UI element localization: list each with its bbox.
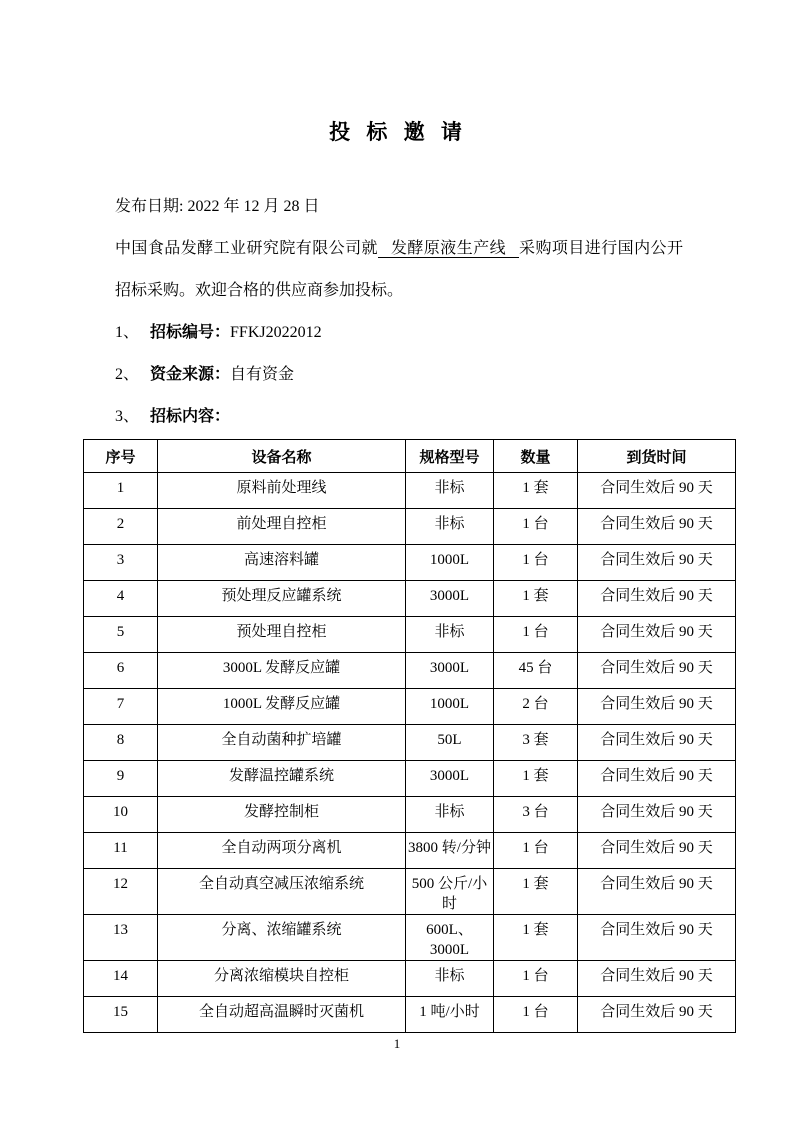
table-cell: 1 台 bbox=[494, 997, 578, 1033]
table-cell: 高速溶料罐 bbox=[158, 545, 406, 581]
table-row bbox=[84, 961, 736, 997]
table-cell: 前处理自控柜 bbox=[158, 509, 406, 545]
table-cell: 非标 bbox=[406, 797, 494, 833]
table-cell: 500 公斤/小时 bbox=[406, 869, 494, 915]
table-row bbox=[84, 617, 736, 653]
table-cell: 1 吨/小时 bbox=[406, 997, 494, 1033]
table-cell: 1 台 bbox=[494, 509, 578, 545]
table-row bbox=[84, 473, 736, 509]
table-cell: 6 bbox=[84, 653, 158, 689]
table-cell: 1 套 bbox=[494, 915, 578, 961]
table-cell: 50L bbox=[406, 725, 494, 761]
table-cell: 合同生效后 90 天 bbox=[578, 833, 736, 869]
table-row bbox=[84, 997, 736, 1033]
equipment-table bbox=[83, 439, 736, 1033]
table-cell: 15 bbox=[84, 997, 158, 1033]
table-cell: 11 bbox=[84, 833, 158, 869]
table-cell: 14 bbox=[84, 961, 158, 997]
item-number: 2、 bbox=[115, 366, 140, 383]
table-cell: 合同生效后 90 天 bbox=[578, 997, 736, 1033]
column-header: 到货时间 bbox=[578, 440, 736, 473]
table-row bbox=[84, 833, 736, 869]
document-body bbox=[115, 186, 683, 438]
item-number: 1、 bbox=[115, 324, 140, 341]
table-cell: 合同生效后 90 天 bbox=[578, 869, 736, 915]
list-item-bid-content bbox=[115, 396, 683, 438]
table-cell: 合同生效后 90 天 bbox=[578, 689, 736, 725]
table-row bbox=[84, 581, 736, 617]
table-cell: 非标 bbox=[406, 509, 494, 545]
table-row bbox=[84, 653, 736, 689]
table-cell: 预处理自控柜 bbox=[158, 617, 406, 653]
table-cell: 合同生效后 90 天 bbox=[578, 915, 736, 961]
table-cell: 1 台 bbox=[494, 545, 578, 581]
item-value: 自有资金 bbox=[230, 366, 295, 383]
table-cell: 3 台 bbox=[494, 797, 578, 833]
table-row bbox=[84, 915, 736, 961]
column-header: 序号 bbox=[84, 440, 158, 473]
table-row bbox=[84, 689, 736, 725]
intro-text-after: 采购项目进行国内公开招标采购。欢迎合格的供应商参加投标。 bbox=[115, 240, 683, 299]
item-value: FFKJ2022012 bbox=[230, 324, 322, 341]
list-item-bid-number bbox=[115, 312, 683, 354]
table-cell: 600L、3000L bbox=[406, 915, 494, 961]
table-cell: 合同生效后 90 天 bbox=[578, 473, 736, 509]
table-cell: 3000L bbox=[406, 653, 494, 689]
item-number: 3、 bbox=[115, 408, 140, 425]
table-row bbox=[84, 725, 736, 761]
table-cell: 1 bbox=[84, 473, 158, 509]
item-label: 招标编号： bbox=[150, 324, 231, 341]
table-cell: 合同生效后 90 天 bbox=[578, 509, 736, 545]
page-number: 1 bbox=[393, 1036, 401, 1051]
table-cell: 合同生效后 90 天 bbox=[578, 545, 736, 581]
table-cell: 非标 bbox=[406, 473, 494, 509]
table-cell: 9 bbox=[84, 761, 158, 797]
table-cell: 3000L 发酵反应罐 bbox=[158, 653, 406, 689]
table-cell: 12 bbox=[84, 869, 158, 915]
table-cell: 分离、浓缩罐系统 bbox=[158, 915, 406, 961]
table-cell: 合同生效后 90 天 bbox=[578, 797, 736, 833]
table-cell: 3 套 bbox=[494, 725, 578, 761]
table-cell: 2 bbox=[84, 509, 158, 545]
table-row bbox=[84, 797, 736, 833]
table-cell: 发酵控制柜 bbox=[158, 797, 406, 833]
table-cell: 合同生效后 90 天 bbox=[578, 761, 736, 797]
table-cell: 合同生效后 90 天 bbox=[578, 581, 736, 617]
table-cell: 1 套 bbox=[494, 473, 578, 509]
list-item-funding-source bbox=[115, 354, 683, 396]
project-name-underlined: 发酵原液生产线 bbox=[378, 240, 519, 258]
table-cell: 合同生效后 90 天 bbox=[578, 617, 736, 653]
table-cell: 7 bbox=[84, 689, 158, 725]
table-cell: 2 台 bbox=[494, 689, 578, 725]
table-cell: 1000L bbox=[406, 545, 494, 581]
column-header: 设备名称 bbox=[158, 440, 406, 473]
table-cell: 1 套 bbox=[494, 869, 578, 915]
table-cell: 预处理反应罐系统 bbox=[158, 581, 406, 617]
table-cell: 全自动菌种扩培罐 bbox=[158, 725, 406, 761]
column-header: 规格型号 bbox=[406, 440, 494, 473]
table-cell: 3000L bbox=[406, 761, 494, 797]
table-cell: 1 台 bbox=[494, 833, 578, 869]
table-cell: 1 台 bbox=[494, 617, 578, 653]
table-cell: 13 bbox=[84, 915, 158, 961]
table-cell: 8 bbox=[84, 725, 158, 761]
table-header-row bbox=[84, 440, 736, 473]
item-label: 资金来源： bbox=[150, 366, 231, 383]
table-cell: 1000L bbox=[406, 689, 494, 725]
intro-paragraph bbox=[115, 228, 683, 312]
table-cell: 发酵温控罐系统 bbox=[158, 761, 406, 797]
table-cell: 分离浓缩模块自控柜 bbox=[158, 961, 406, 997]
table-cell: 全自动两项分离机 bbox=[158, 833, 406, 869]
table-cell: 4 bbox=[84, 581, 158, 617]
table-cell: 1000L 发酵反应罐 bbox=[158, 689, 406, 725]
table-cell: 3000L bbox=[406, 581, 494, 617]
table-row bbox=[84, 869, 736, 915]
column-header: 数量 bbox=[494, 440, 578, 473]
table-row bbox=[84, 761, 736, 797]
table-cell: 非标 bbox=[406, 617, 494, 653]
table-cell: 合同生效后 90 天 bbox=[578, 961, 736, 997]
table-cell: 1 台 bbox=[494, 961, 578, 997]
table-cell: 1 套 bbox=[494, 581, 578, 617]
table-row bbox=[84, 509, 736, 545]
item-label: 招标内容： bbox=[150, 408, 231, 425]
table-cell: 全自动超高温瞬时灭菌机 bbox=[158, 997, 406, 1033]
intro-text-before: 中国食品发酵工业研究院有限公司就 bbox=[115, 240, 378, 257]
table-cell: 10 bbox=[84, 797, 158, 833]
table-cell: 3800 转/分钟 bbox=[406, 833, 494, 869]
document-title: 投 标 邀 请 bbox=[329, 120, 465, 144]
table-cell: 原料前处理线 bbox=[158, 473, 406, 509]
table-cell: 45 台 bbox=[494, 653, 578, 689]
publish-date-line: 发布日期: 2022 年 12 月 28 日 bbox=[115, 198, 320, 215]
table-cell: 合同生效后 90 天 bbox=[578, 653, 736, 689]
table-cell: 3 bbox=[84, 545, 158, 581]
table-cell: 5 bbox=[84, 617, 158, 653]
table-row bbox=[84, 545, 736, 581]
table-cell: 合同生效后 90 天 bbox=[578, 725, 736, 761]
table-cell: 非标 bbox=[406, 961, 494, 997]
table-cell: 全自动真空减压浓缩系统 bbox=[158, 869, 406, 915]
table-cell: 1 套 bbox=[494, 761, 578, 797]
